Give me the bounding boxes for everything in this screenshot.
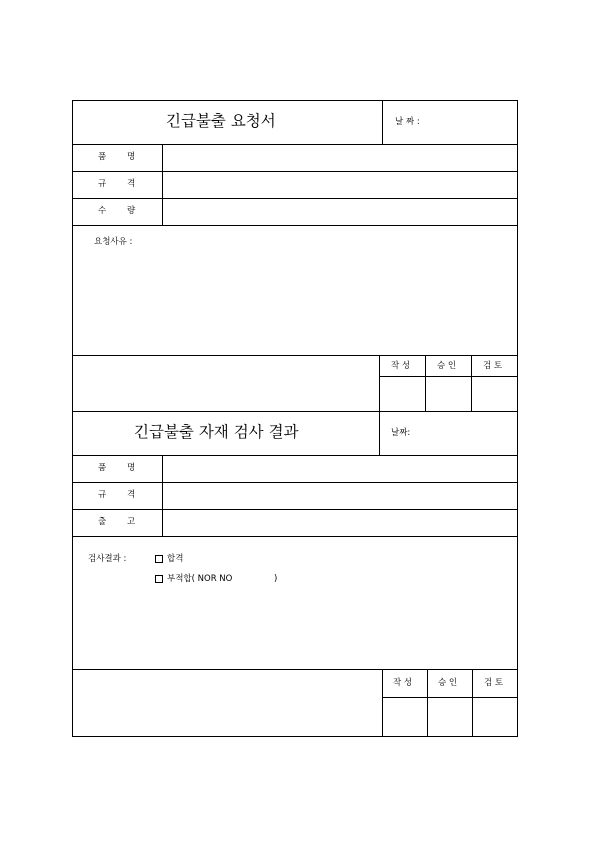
sign-header-approve: 승 인 <box>438 678 458 688</box>
field-label: 명 <box>127 463 136 473</box>
field-label: 품 <box>98 463 107 473</box>
result-label: 검사결과 : <box>88 554 127 564</box>
sign-header-write: 작 성 <box>391 361 411 371</box>
request-title: 긴급불출 요청서 <box>166 112 276 130</box>
sign-header-review: 검 토 <box>484 678 504 688</box>
field-label: 규 <box>98 490 107 500</box>
request-date-label: 날 짜 : <box>395 117 420 127</box>
sign-header-review: 검 토 <box>483 361 503 371</box>
reason-label: 요청사유 : <box>94 237 133 247</box>
field-label: 수 <box>98 206 107 216</box>
field-label: 규 <box>98 179 107 189</box>
pass-checkbox[interactable] <box>155 555 163 563</box>
field-label: 품 <box>98 152 107 162</box>
inspection-date-label: 날짜: <box>391 428 411 438</box>
pass-option-label: 합격 <box>167 554 184 564</box>
inspection-title: 긴급불출 자재 검사 결과 <box>134 423 299 441</box>
field-label: 격 <box>127 490 136 500</box>
sign-header-approve: 승 인 <box>437 361 457 371</box>
field-label: 고 <box>127 517 136 527</box>
field-label: 량 <box>127 206 136 216</box>
field-label: 격 <box>127 179 136 189</box>
fail-option-close: ) <box>274 574 278 584</box>
sign-header-write: 작 성 <box>393 678 413 688</box>
fail-checkbox[interactable] <box>155 575 163 583</box>
field-label: 출 <box>98 517 107 527</box>
fail-option-label: 부적합( NOR NO <box>167 574 233 584</box>
field-label: 명 <box>127 152 136 162</box>
